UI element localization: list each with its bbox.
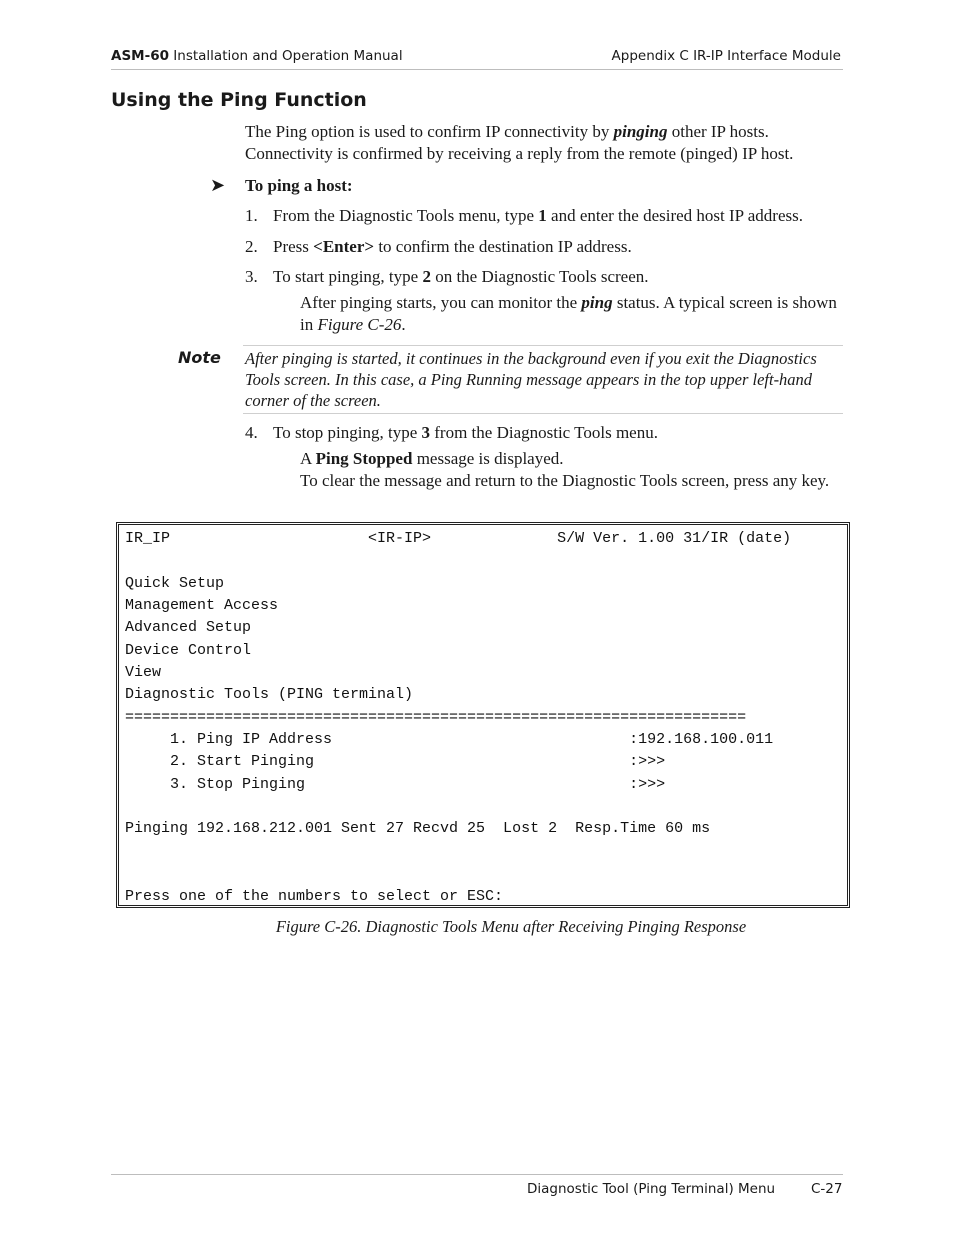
step-text: on the Diagnostic Tools screen. [430,267,649,286]
running-footer-title: Diagnostic Tool (Ping Terminal) Menu [527,1181,776,1197]
intro-emphasis: pinging [613,122,668,141]
footer-divider [111,1174,843,1175]
terminal-ping-status: Pinging 192.168.212.001 Sent 27 Recvd 25 Lost 2 Resp.Time 60 ms [125,820,711,837]
step-1 [245,205,845,227]
detail-line-1 [300,448,840,470]
page-number: C-27 [811,1181,843,1197]
step-text: From the Diagnostic Tools menu, type [273,206,539,225]
procedure-title: To ping a host: [245,176,353,195]
note-label: Note [178,348,221,367]
step-4 [245,422,845,444]
step-4-detail [300,448,840,492]
terminal-option: 3. Stop Pinging :>>> [125,776,666,793]
terminal-menu-item: Advanced Setup [125,619,252,636]
running-header-left [111,48,403,64]
step-key: 1 [538,206,547,225]
step-3-detail [300,292,840,336]
step-text: Press [273,237,314,256]
detail-text: A [300,449,316,468]
terminal-prompt: Press one of the numbers to select or ESC: [125,888,504,905]
procedure-arrow-icon: ➤ [210,175,226,195]
step-text: from the Diagnostic Tools menu. [430,423,658,442]
detail-line-2: To clear the message and return to the Diagnostic Tools screen, press any key. [300,471,830,490]
intro-text-1: The Ping option is used to confirm IP connectivity by [245,122,614,141]
detail-message-name: Ping Stopped [315,449,413,468]
figure-caption: Figure C-26. Diagnostic Tools Menu after Receiving Pinging Response [275,917,747,936]
terminal-option: 1. Ping IP Address :192.168.100.011 [125,731,774,748]
step-key: 3 [421,423,431,442]
header-divider [111,69,843,70]
note-top-divider [243,345,843,346]
running-header-right: Appendix C IR-IP Interface Module [611,48,841,64]
step-text: to confirm the destination IP address. [374,237,632,256]
terminal-menu-item: Management Access [125,597,279,614]
terminal-menu-item: Quick Setup [125,575,225,592]
terminal-screen [116,522,850,908]
detail-text: message is displayed. [412,449,564,468]
terminal-menu-item: View [125,664,162,681]
detail-text: After pinging starts, you can monitor the [300,293,582,312]
manual-product-name: ASM-60 [111,48,169,64]
terminal-option: 2. Start Pinging :>>> [125,753,666,770]
step-number: 1. [245,206,258,225]
step-number: 4. [245,423,258,442]
terminal-separator: ===================================================================== [125,709,747,726]
figure-reference-link[interactable]: Figure C-26 [317,315,402,334]
detail-emphasis: ping [581,293,613,312]
terminal-menu-item: Device Control [125,642,252,659]
step-number: 3. [245,267,258,286]
step-3 [245,266,845,288]
intro-text-2: other IP hosts. Connectivity is confirmed by receiving a reply from the remote (pinged) IP host. [245,122,794,163]
step-number: 2. [245,237,258,256]
step-2 [245,236,845,258]
note-text: After pinging is started, it continues in the background even if you exit the Diagnostics Tools screen. In this case, a Ping Running message appears in the top upper left-hand corner of the screen. [245,349,817,410]
manual-title: Installation and Operation Manual [169,48,403,64]
step-text: To start pinging, type [273,267,423,286]
step-text: To stop pinging, type [273,423,422,442]
section-title: Using the Ping Function [111,89,367,111]
step-key: 2 [422,267,431,286]
detail-text: status. A typical screen is shown in [300,293,837,334]
terminal-menu-item: Diagnostic Tools (PING terminal) [125,686,414,703]
note-bottom-divider [243,413,843,414]
terminal-text [125,530,792,905]
detail-text: . [401,315,406,334]
intro-paragraph [245,121,845,165]
step-key: <Enter> [313,237,375,256]
terminal-line-header: IR_IP <IR-IP> S/W Ver. 1.00 31/IR (date) [125,530,792,547]
step-text: and enter the desired host IP address. [546,206,803,225]
